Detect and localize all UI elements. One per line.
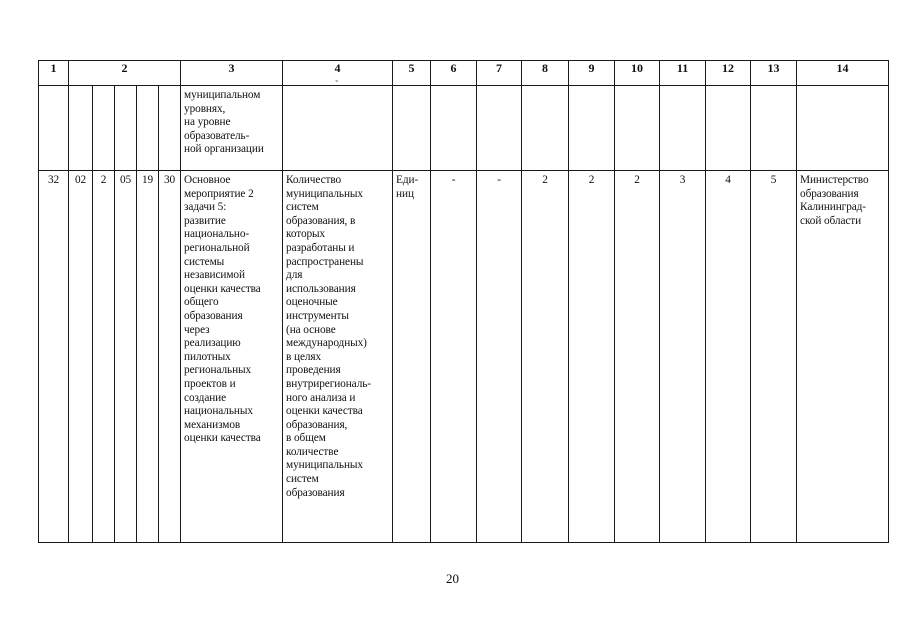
cont-cell-2e	[159, 86, 181, 171]
cont-cell-10	[615, 86, 660, 171]
cell-indicator-name: Количество муниципальных систем образования, в которых разработаны и распространены для использования оценочные инструменты (на основе международных) в целях проведения внутрирегиональ- ного анализа и оценки качества образования, в общем количестве муниципальных систем образования	[283, 171, 393, 543]
cell-value-7: -	[477, 171, 522, 543]
cont-measure-text: муниципальном уровнях, на уровне образователь- ной организации	[184, 89, 264, 156]
cell-responsible: Министерство образования Калининград- ской области	[797, 171, 889, 543]
cont-cell-11	[660, 86, 706, 171]
header-col-9: 9	[569, 61, 615, 86]
indicator-table	[38, 60, 889, 543]
header-col-14: 14	[797, 61, 889, 86]
header-col-6: 6	[431, 61, 477, 86]
cell-value-6: -	[431, 171, 477, 543]
cell-value-9: 2	[569, 171, 615, 543]
cell-code-subprogram: 2	[93, 171, 115, 543]
cont-cell-2b	[93, 86, 115, 171]
cell-code-indicator: 30	[159, 171, 181, 543]
scan-mark: ˇ	[335, 79, 339, 88]
header-col-11: 11	[660, 61, 706, 86]
column-number-header-row	[39, 61, 889, 86]
cell-value-11: 3	[660, 171, 706, 543]
cont-cell-4	[283, 86, 393, 171]
header-col-2: 2	[69, 61, 181, 86]
cont-cell-5	[393, 86, 431, 171]
header-col-12: 12	[706, 61, 751, 86]
cell-code-measure: 19	[137, 171, 159, 543]
cont-cell-7	[477, 86, 522, 171]
header-col-5: 5	[393, 61, 431, 86]
cont-cell-6	[431, 86, 477, 171]
cont-cell-8	[522, 86, 569, 171]
cont-cell-2d	[137, 86, 159, 171]
cont-cell-14	[797, 86, 889, 171]
cell-value-13: 5	[751, 171, 797, 543]
cell-code-task: 05	[115, 171, 137, 543]
table-row	[39, 171, 889, 543]
header-col-10: 10	[615, 61, 660, 86]
continuation-row	[39, 86, 889, 171]
header-col-1: 1	[39, 61, 69, 86]
document-page	[38, 60, 888, 543]
cell-unit: Еди- ниц	[393, 171, 431, 543]
header-col-4-label: 4	[334, 61, 341, 75]
header-col-8: 8	[522, 61, 569, 86]
cont-cell-2c	[115, 86, 137, 171]
cont-cell-2a	[69, 86, 93, 171]
cont-cell-3	[181, 86, 283, 171]
cell-value-12: 4	[706, 171, 751, 543]
cell-value-10: 2	[615, 171, 660, 543]
cont-cell-12	[706, 86, 751, 171]
page-number: 20	[446, 571, 459, 586]
cont-cell-9	[569, 86, 615, 171]
cell-code-program: 02	[69, 171, 93, 543]
header-col-13: 13	[751, 61, 797, 86]
header-col-7: 7	[477, 61, 522, 86]
cell-row-number: 32	[39, 171, 69, 543]
header-col-3: 3	[181, 61, 283, 86]
cell-value-8: 2	[522, 171, 569, 543]
cell-measure-name: Основное мероприятие 2 задачи 5: развитие национально- региональной системы независимой оценки качества общего образования через реализацию пилотных региональных проектов и создание национальных механизмов оценки качества	[181, 171, 283, 543]
cont-cell-13	[751, 86, 797, 171]
cont-cell-1	[39, 86, 69, 171]
header-col-4	[283, 61, 393, 86]
